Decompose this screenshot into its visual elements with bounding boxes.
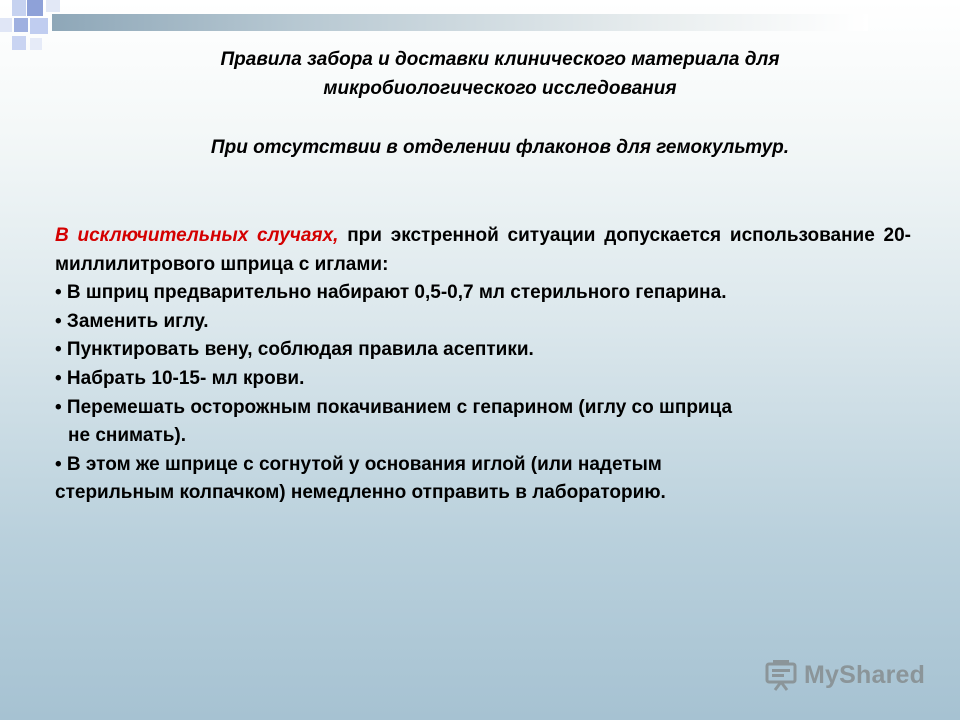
bullet-item-5: • Перемешать осторожным покачиванием с гепарином (иглу со шприца — [55, 396, 733, 418]
decor-square-8 — [30, 38, 42, 50]
bullet-item-6: • В этом же шприце с согнутой у основания иглой (или надетым — [55, 453, 662, 475]
presentation-board-icon — [764, 658, 798, 692]
decor-square-5 — [14, 18, 28, 32]
bullet-item-3: • Пунктировать вену, соблюдая правила асептики. — [55, 339, 534, 361]
title-line-2: микробиологического исследования — [323, 78, 677, 99]
myshared-watermark — [764, 655, 925, 695]
decor-square-3 — [46, 0, 60, 12]
intro-highlight: В исключительных случаях, — [55, 225, 339, 246]
decor-square-7 — [12, 36, 26, 50]
slide-body — [55, 222, 911, 508]
bullet-item-4: • Набрать 10-15- мл крови. — [55, 367, 305, 389]
bullet-item-6-continuation: стерильным колпачком) немедленно отправить в лабораторию. — [55, 482, 666, 504]
watermark-text: MyShared — [804, 660, 926, 689]
slide-title — [100, 45, 900, 103]
decor-square-4 — [0, 18, 12, 32]
bullet-item-2: • Заменить иглу. — [55, 310, 209, 332]
decor-square-1 — [12, 0, 26, 16]
header-gradient-bar — [52, 14, 868, 31]
decor-square-2 — [27, 0, 43, 16]
slide-subtitle: При отсутствии в отделении флаконов для гемокультур. — [210, 137, 790, 158]
bullet-item-5-continuation: не снимать). — [68, 425, 187, 447]
decor-square-6 — [30, 18, 48, 34]
title-line-1: Правила забора и доставки клинического материала для — [220, 49, 780, 70]
intro-paragraph — [55, 222, 911, 279]
bullet-item-1: • В шприц предварительно набирают 0,5-0,7 мл стерильного гепарина. — [55, 282, 727, 304]
intro-text: при экстренной ситуации допускается использование 20-миллилитрового шприца с иглами: — [55, 225, 912, 275]
